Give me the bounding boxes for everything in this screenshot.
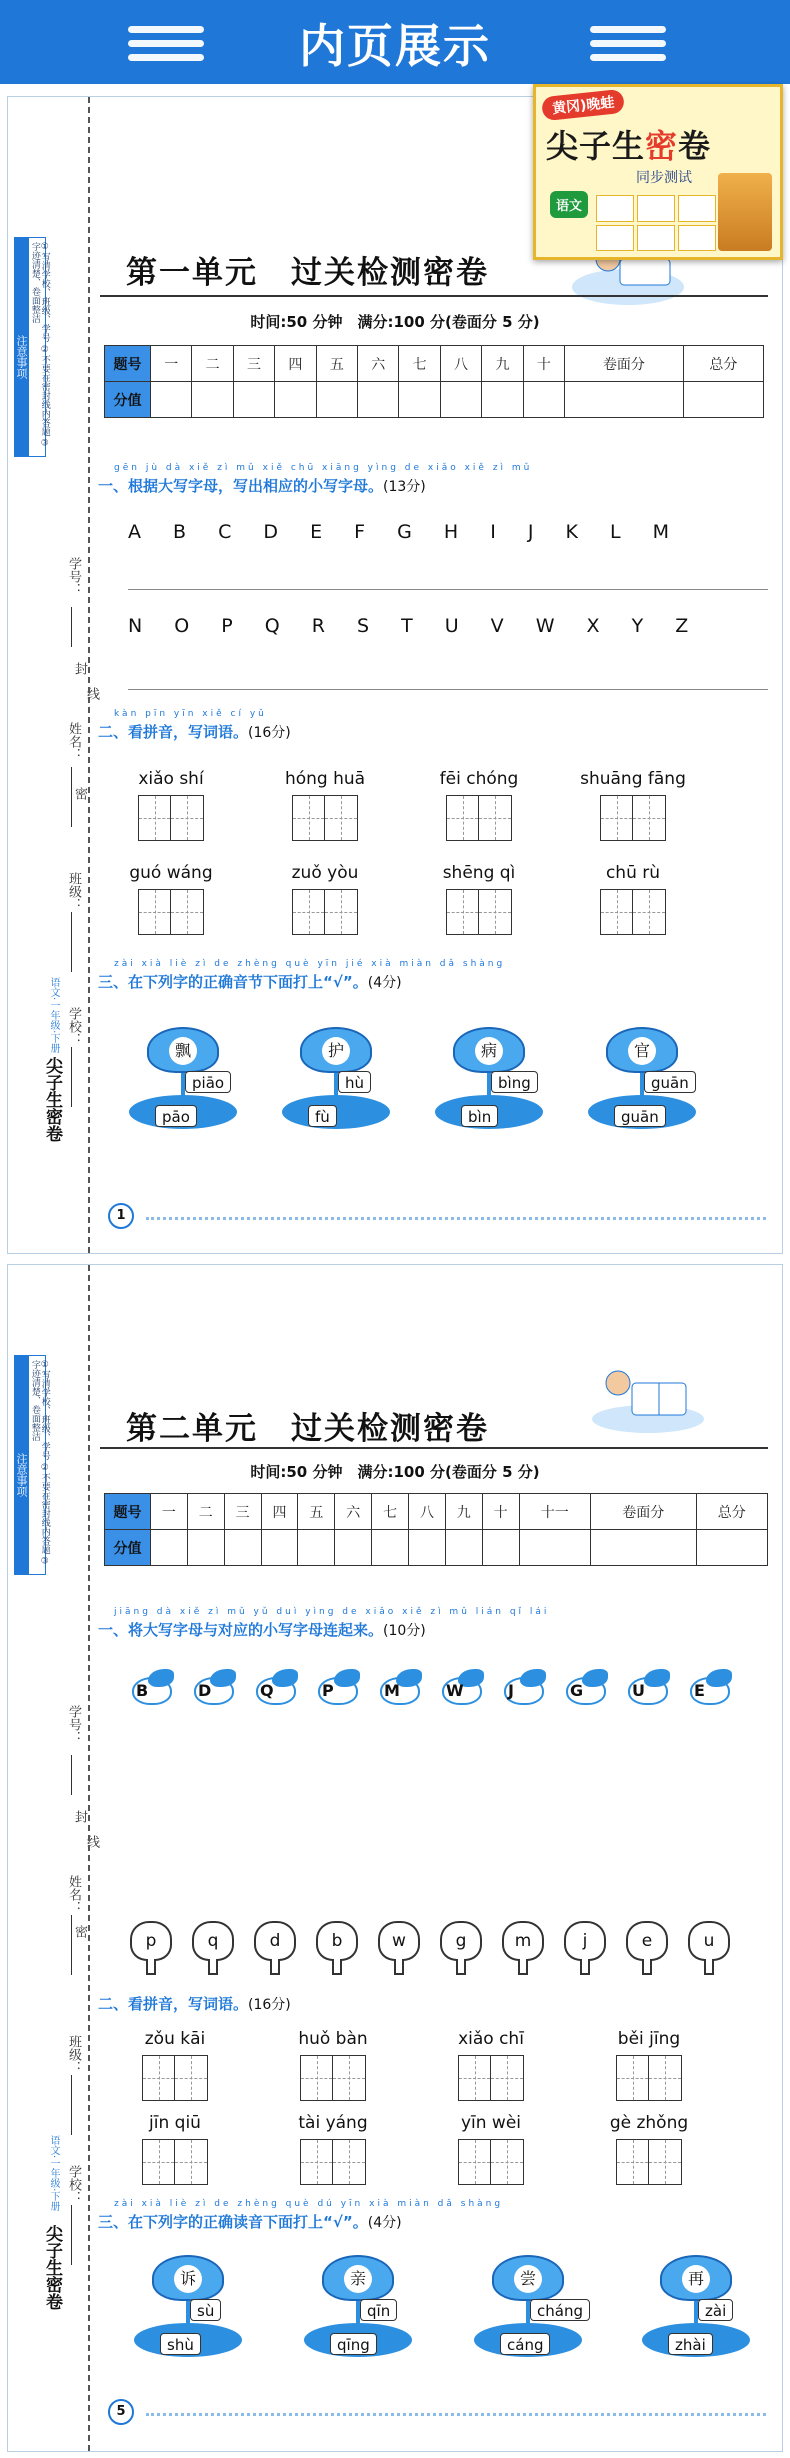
section-2-points: (16分) — [248, 725, 291, 741]
score-cell[interactable] — [275, 382, 316, 418]
section-2-pinyin: kàn pīn yīn xiě cí yǔ — [114, 709, 267, 719]
tree-letter-text: u — [688, 1921, 730, 1961]
school-line — [71, 1047, 72, 1107]
pinyin-option[interactable]: cháng — [530, 2299, 590, 2321]
student-id-label: 学号： — [66, 557, 81, 596]
lotus-item — [468, 2255, 588, 2365]
cover-subject-badge: 语文 — [550, 191, 588, 218]
pinyin-option[interactable]: zài — [698, 2299, 733, 2321]
score-header-row — [105, 346, 764, 382]
writing-boxes[interactable] — [424, 889, 534, 935]
binding-margin — [8, 97, 99, 1253]
score-col: 八 — [440, 346, 481, 382]
name-line — [71, 1915, 72, 1975]
word-item — [120, 2113, 230, 2185]
bird-letter[interactable] — [622, 1669, 674, 1709]
score-cell[interactable] — [519, 1530, 590, 1566]
section-3-points: (4分) — [367, 975, 402, 991]
word-item — [578, 769, 688, 841]
dotted-divider — [146, 2413, 766, 2416]
grade-label: 语文·一年级·下册 — [48, 2135, 59, 2212]
seal-char-feng: 封 — [72, 662, 87, 675]
score-col: 六 — [358, 346, 399, 382]
score-head-label: 题号 — [105, 346, 151, 382]
pinyin-option[interactable]: pāo — [155, 1105, 197, 1127]
score-col: 十 — [523, 346, 564, 382]
score-cell[interactable] — [151, 1530, 188, 1566]
seal-char-xian: 线 — [84, 687, 99, 700]
word-item — [436, 2029, 546, 2101]
lotus-char: 护 — [322, 1037, 350, 1065]
kid-reading-illustration — [588, 1365, 708, 1435]
word-item — [594, 2113, 704, 2185]
time-info: 时间:50 分钟 满分:100 分(卷面分 5 分) — [250, 1463, 540, 1481]
tree-letter[interactable] — [192, 1921, 234, 1977]
lotus-char: 尝 — [514, 2265, 542, 2293]
bird-letter-text: B — [136, 1681, 149, 1700]
dotted-divider — [146, 1217, 766, 1220]
word-pinyin: huǒ bàn — [298, 2029, 368, 2049]
tree-letter-text: q — [192, 1921, 234, 1961]
page-number: 5 — [108, 2399, 134, 2425]
word-item — [578, 863, 688, 935]
section-3-title: 三、在下列字的正确读音下面打上“√”。 — [98, 2213, 368, 2231]
bird-letter[interactable] — [312, 1669, 364, 1709]
section-1-points: (10分) — [383, 1623, 426, 1639]
score-col: 十 — [482, 1494, 519, 1530]
lotus-char: 病 — [475, 1037, 503, 1065]
score-cell[interactable] — [261, 1530, 298, 1566]
score-cell[interactable] — [298, 1530, 335, 1566]
section-3-points: (4分) — [367, 2215, 402, 2231]
score-col: 八 — [409, 1494, 446, 1530]
lotus-item — [429, 1027, 549, 1137]
section-2-points: (16分) — [248, 1997, 291, 2013]
writing-boxes[interactable] — [436, 2055, 546, 2101]
bird-letter-text: E — [694, 1681, 705, 1700]
class-line — [71, 912, 72, 972]
lotus-item — [298, 2255, 418, 2365]
tree-letter-text: j — [564, 1921, 606, 1961]
pinyin-option[interactable]: hù — [338, 1071, 371, 1093]
score-cell[interactable] — [523, 382, 564, 418]
title-underline — [100, 1447, 768, 1449]
bird-letter-text: P — [322, 1681, 334, 1700]
score-cell[interactable] — [335, 1530, 372, 1566]
name-label: 姓名： — [66, 722, 81, 761]
score-col: 一 — [151, 346, 192, 382]
word-pinyin: fēi chóng — [439, 769, 519, 789]
worksheet-page-1 — [7, 96, 783, 1254]
score-col: 三 — [224, 1494, 261, 1530]
notes-body: ①写清学校、班级、学号 ②不要在密封线内答题 ③字迹清楚、卷面整洁 — [29, 242, 50, 449]
bird-letter[interactable] — [560, 1669, 612, 1709]
brand-label: 尖子生密卷 — [42, 1057, 62, 1142]
tree-letter[interactable] — [502, 1921, 544, 1977]
word-item — [424, 769, 534, 841]
student-id-label: 学号： — [66, 1705, 81, 1744]
score-col: 九 — [482, 346, 523, 382]
score-table — [104, 345, 764, 418]
tree-letter[interactable] — [626, 1921, 668, 1977]
bird-letter-text: J — [508, 1681, 514, 1700]
tree-letter[interactable] — [254, 1921, 296, 1977]
score-col: 一 — [151, 1494, 188, 1530]
uppercase-letters-row-2: N O P Q R S T U V W X Y Z — [128, 615, 702, 637]
score-col: 七 — [372, 1494, 409, 1530]
word-pinyin: zuǒ yòu — [291, 863, 359, 883]
bird-letter-text: U — [632, 1681, 645, 1700]
score-value-label: 分值 — [105, 382, 151, 418]
page-header — [0, 0, 790, 84]
tree-letter[interactable] — [316, 1921, 358, 1977]
cut-line — [88, 1265, 90, 2451]
seal-char-mi: 密 — [72, 787, 87, 800]
score-col: 二 — [187, 1494, 224, 1530]
section-3-pinyin: zài xià liè zì de zhèng què dú yīn xià miàn dǎ shàng — [114, 2199, 504, 2209]
word-item — [270, 769, 380, 841]
seal-char-mi: 密 — [72, 1925, 87, 1938]
grade-label: 语文·一年级·下册 — [48, 977, 59, 1054]
section-1-title: 一、将大写字母与对应的小写字母连起来。 — [98, 1621, 384, 1639]
writing-boxes[interactable] — [270, 889, 380, 935]
seal-char-xian: 线 — [84, 1835, 99, 1848]
unit-title: 第二单元 过关检测密卷 — [126, 1411, 489, 1447]
bird-letter[interactable] — [374, 1669, 426, 1709]
score-cell[interactable] — [683, 382, 763, 418]
lotus-item — [636, 2255, 756, 2365]
score-cell[interactable] — [316, 382, 357, 418]
pinyin-option[interactable]: sù — [190, 2299, 221, 2321]
bird-letter[interactable] — [250, 1669, 302, 1709]
word-pinyin: zǒu kāi — [144, 2029, 206, 2049]
word-pinyin: shēng qì — [442, 863, 516, 883]
score-header-row — [105, 1494, 768, 1530]
writing-boxes[interactable] — [270, 795, 380, 841]
score-col: 卷面分 — [590, 1494, 696, 1530]
score-col: 六 — [335, 1494, 372, 1530]
section-1-points: (13分) — [383, 479, 426, 495]
score-cell[interactable] — [445, 1530, 482, 1566]
header-title: 内页展示 — [299, 19, 491, 73]
section-1-title: 一、根据大写字母，写出相应的小写字母。 — [98, 477, 384, 495]
bird-letter[interactable] — [498, 1669, 550, 1709]
word-pinyin: shuāng fāng — [580, 769, 686, 789]
pinyin-option[interactable]: bìn — [461, 1105, 498, 1127]
score-table — [104, 1493, 768, 1566]
writing-boxes[interactable] — [424, 795, 534, 841]
page-footer — [116, 1209, 766, 1229]
wave-decoration-right — [590, 26, 666, 68]
lotus-item — [123, 1027, 243, 1137]
writing-boxes[interactable] — [594, 2055, 704, 2101]
lotus-item — [276, 1027, 396, 1137]
bird-letter[interactable] — [436, 1669, 488, 1709]
tree-letter-text: b — [316, 1921, 358, 1961]
section-2-heading — [98, 1993, 291, 2014]
section-3-heading — [98, 959, 505, 992]
tree-letter[interactable] — [688, 1921, 730, 1977]
seal-char-feng: 封 — [72, 1810, 87, 1823]
word-pinyin: jīn qiū — [149, 2113, 201, 2133]
writing-boxes[interactable] — [594, 2139, 704, 2185]
word-pinyin: chū rù — [605, 863, 661, 883]
lotus-char: 官 — [628, 1037, 656, 1065]
pinyin-option[interactable]: cáng — [500, 2333, 550, 2355]
bird-letter-text: W — [446, 1681, 464, 1700]
bird-letter-text: G — [570, 1681, 584, 1700]
score-value-row — [105, 1530, 768, 1566]
pinyin-option[interactable]: bìng — [491, 1071, 538, 1093]
tree-letter-text: d — [254, 1921, 296, 1961]
notes-box — [14, 237, 50, 457]
pinyin-option[interactable]: guān — [644, 1071, 696, 1093]
score-col: 五 — [316, 346, 357, 382]
writing-boxes[interactable] — [120, 2139, 230, 2185]
score-cell[interactable] — [372, 1530, 409, 1566]
word-item — [278, 2113, 388, 2185]
brand-label: 尖子生密卷 — [42, 2225, 62, 2310]
score-cell[interactable] — [399, 382, 440, 418]
score-col: 三 — [233, 346, 274, 382]
tree-letter-text: p — [130, 1921, 172, 1961]
school-line — [71, 2205, 72, 2265]
score-col: 七 — [399, 346, 440, 382]
writing-boxes[interactable] — [278, 2055, 388, 2101]
cover-building-illustration — [718, 173, 772, 251]
section-1-heading — [98, 1607, 549, 1640]
word-item — [278, 2029, 388, 2101]
cover-title-part: 尖子生 — [546, 127, 646, 165]
tree-letter-text: m — [502, 1921, 544, 1961]
score-col: 四 — [275, 346, 316, 382]
class-line — [71, 2075, 72, 2135]
word-pinyin: guó wáng — [129, 863, 213, 883]
word-pinyin: xiǎo chī — [458, 2029, 524, 2049]
score-cell[interactable] — [482, 1530, 519, 1566]
cover-grid — [596, 195, 716, 251]
section-3-title: 三、在下列字的正确音节下面打上“√”。 — [98, 973, 368, 991]
section-1-heading — [98, 463, 532, 496]
word-pinyin: tài yáng — [298, 2113, 368, 2133]
book-cover — [533, 84, 783, 260]
score-col: 十一 — [519, 1494, 590, 1530]
cover-title-part: 卷 — [678, 127, 712, 165]
cover-brand: 黄冈)晚蛙 — [541, 89, 625, 121]
name-label: 姓名： — [66, 1875, 81, 1914]
title-underline — [100, 295, 768, 297]
bird-letter-text: M — [384, 1681, 400, 1700]
score-cell[interactable] — [224, 1530, 261, 1566]
writing-boxes[interactable] — [116, 795, 226, 841]
score-cell[interactable] — [440, 382, 481, 418]
binding-margin — [8, 1265, 99, 2451]
cover-subtitle: 同步测试 — [636, 170, 692, 186]
bird-letter[interactable] — [188, 1669, 240, 1709]
writing-line[interactable] — [128, 589, 768, 590]
bird-letter-text: Q — [260, 1681, 274, 1700]
school-label: 学校： — [66, 1007, 81, 1046]
bird-letter[interactable] — [126, 1669, 178, 1709]
section-2-heading — [98, 709, 291, 742]
score-cell[interactable] — [358, 382, 399, 418]
lotus-char: 诉 — [174, 2265, 202, 2293]
pinyin-option[interactable]: zhài — [668, 2333, 713, 2355]
score-cell[interactable] — [409, 1530, 446, 1566]
score-value-row — [105, 382, 764, 418]
score-cell[interactable] — [696, 1530, 767, 1566]
cut-line — [88, 97, 90, 1253]
page-footer — [116, 2405, 766, 2425]
tree-letter[interactable] — [440, 1921, 482, 1977]
tree-letter-text: g — [440, 1921, 482, 1961]
pinyin-option[interactable]: guān — [614, 1105, 666, 1127]
notes-heading: 注意事项 — [15, 1356, 29, 1574]
score-col: 四 — [261, 1494, 298, 1530]
score-col: 总分 — [696, 1494, 767, 1530]
pinyin-option[interactable]: qīng — [330, 2333, 377, 2355]
notes-heading: 注意事项 — [15, 238, 29, 456]
score-cell[interactable] — [565, 382, 684, 418]
unit-title: 第一单元 过关检测密卷 — [126, 255, 489, 291]
score-col: 五 — [298, 1494, 335, 1530]
section-3-heading — [98, 2199, 503, 2232]
word-item — [594, 2029, 704, 2101]
score-col: 九 — [445, 1494, 482, 1530]
writing-boxes[interactable] — [436, 2139, 546, 2185]
word-pinyin: gè zhǒng — [609, 2113, 689, 2133]
word-item — [424, 863, 534, 935]
section-1-pinyin: jiāng dà xiě zì mǔ yǔ duì yìng de xiǎo xiě zì mǔ lián qǐ lái — [114, 1607, 550, 1617]
lotus-char: 亲 — [344, 2265, 372, 2293]
pinyin-option[interactable]: fù — [308, 1105, 337, 1127]
word-pinyin: yīn wèi — [460, 2113, 522, 2133]
worksheet-page-2 — [7, 1264, 783, 2452]
word-item — [116, 769, 226, 841]
writing-boxes[interactable] — [120, 2055, 230, 2101]
tree-letter-text: w — [378, 1921, 420, 1961]
cover-title-mid: 密 — [645, 127, 679, 165]
word-pinyin: běi jīng — [617, 2029, 681, 2049]
word-pinyin: xiǎo shí — [138, 769, 204, 789]
score-col: 二 — [192, 346, 233, 382]
time-info: 时间:50 分钟 满分:100 分(卷面分 5 分) — [250, 313, 540, 331]
section-2-title: 二、看拼音，写词语。 — [98, 723, 249, 741]
writing-boxes[interactable] — [116, 889, 226, 935]
word-pinyin: hóng huā — [284, 769, 366, 789]
section-1-pinyin: gēn jù dà xiě zì mǔ xiě chū xiāng yìng de xiǎo xiě zì mǔ — [114, 463, 533, 473]
pinyin-option[interactable]: qīn — [360, 2299, 397, 2321]
writing-line[interactable] — [128, 689, 768, 690]
writing-boxes[interactable] — [578, 795, 688, 841]
school-label: 学校： — [66, 2165, 81, 2204]
bird-letter-text: D — [198, 1681, 212, 1700]
lotus-item — [582, 1027, 702, 1137]
score-cell[interactable] — [590, 1530, 696, 1566]
score-value-label: 分值 — [105, 1530, 151, 1566]
student-id-line — [71, 1755, 72, 1795]
name-line — [71, 767, 72, 827]
writing-boxes[interactable] — [578, 889, 688, 935]
score-cell[interactable] — [192, 382, 233, 418]
bird-letter[interactable] — [684, 1669, 736, 1709]
pinyin-option[interactable]: shù — [160, 2333, 201, 2355]
tree-letter[interactable] — [378, 1921, 420, 1977]
score-col: 卷面分 — [565, 346, 684, 382]
cover-title — [546, 121, 711, 167]
section-2-title: 二、看拼音，写词语。 — [98, 1995, 249, 2013]
lotus-char: 再 — [682, 2265, 710, 2293]
word-item — [436, 2113, 546, 2185]
writing-boxes[interactable] — [278, 2139, 388, 2185]
tree-letter[interactable] — [130, 1921, 172, 1977]
score-cell[interactable] — [482, 382, 523, 418]
lotus-char: 飘 — [169, 1037, 197, 1065]
score-head-label: 题号 — [105, 1494, 151, 1530]
score-col: 总分 — [683, 346, 763, 382]
lotus-item — [128, 2255, 248, 2365]
class-label: 班级： — [66, 872, 81, 911]
score-cell[interactable] — [233, 382, 274, 418]
score-cell[interactable] — [151, 382, 192, 418]
word-item — [120, 2029, 230, 2101]
uppercase-letters-row-1: A B C D E F G H I J K L M — [128, 521, 682, 543]
word-item — [270, 863, 380, 935]
tree-letter-text: e — [626, 1921, 668, 1961]
section-3-pinyin: zài xià liè zì de zhèng què yīn jié xià miàn dǎ shàng — [114, 959, 506, 969]
class-label: 班级： — [66, 2035, 81, 2074]
page-number: 1 — [108, 1203, 134, 1229]
pinyin-option[interactable]: piāo — [185, 1071, 231, 1093]
student-id-line — [71, 607, 72, 647]
score-cell[interactable] — [187, 1530, 224, 1566]
tree-letter[interactable] — [564, 1921, 606, 1977]
notes-body: ①写清学校、班级、学号 ②不要在密封线内答题 ③字迹清楚、卷面整洁 — [29, 1360, 50, 1567]
word-item — [116, 863, 226, 935]
